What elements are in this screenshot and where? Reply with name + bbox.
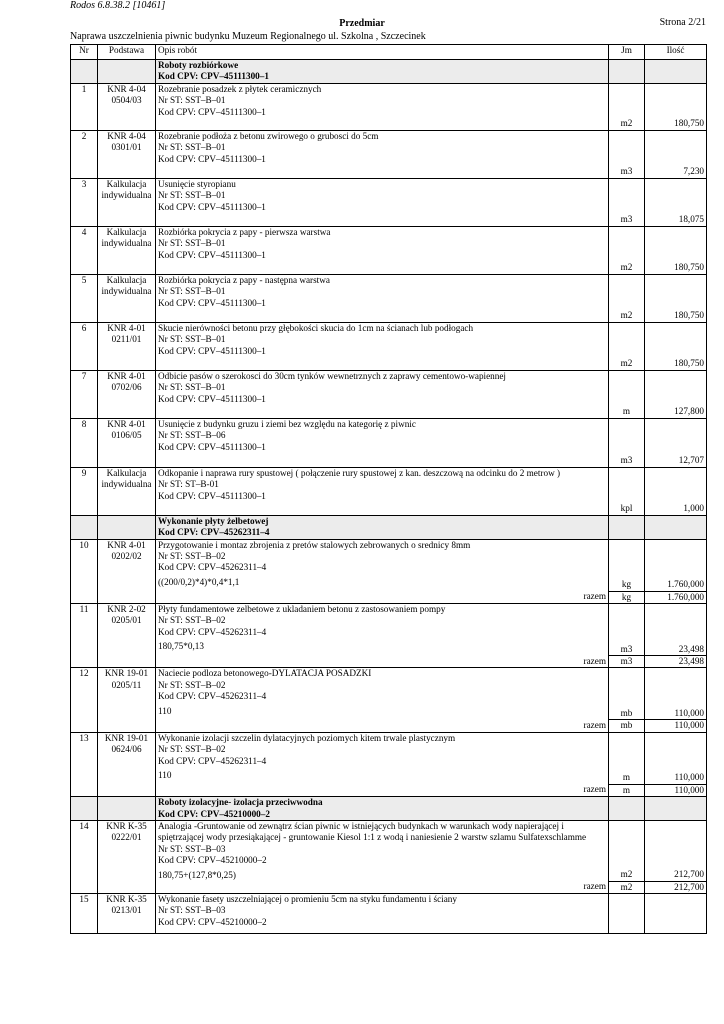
item-cpv-code: Kod CPV: CPV–45111300–1 <box>158 345 266 356</box>
item-number: 5 <box>71 274 98 322</box>
item-quantity: 127,800 <box>645 370 707 418</box>
item-calculation: 180,75*0,13 <box>158 641 204 652</box>
item-description <box>156 668 609 720</box>
table-row <box>71 604 707 656</box>
item-cpv-code: Kod CPV: CPV–45111300–1 <box>158 490 266 501</box>
item-spec: Nr ST: SST–B–02 <box>158 615 226 626</box>
total-quantity: 212,700 <box>645 881 707 893</box>
item-spec: Nr ST: SST–B–01 <box>158 334 226 345</box>
total-row <box>71 881 707 893</box>
item-text: Odkopanie i naprawa rury spustowej ( połączenie rury spustowej z kan. deszczową na odcinku do 2 metrow ) <box>158 467 561 478</box>
item-calculation: ((200/0,2)*4)*0,4*1,1 <box>158 576 240 587</box>
table-row <box>71 467 707 515</box>
item-basis: KNR 4-04 0504/03 <box>98 83 156 130</box>
bill-of-quantities-table <box>70 44 707 934</box>
total-label: razem <box>156 720 609 732</box>
item-basis: KNR 4-01 0202/02 <box>98 539 156 603</box>
section-description <box>156 60 609 84</box>
section-podstawa-cell <box>98 60 156 84</box>
item-description <box>156 130 609 178</box>
item-basis: Kalkulacja indywidualna <box>98 467 156 515</box>
item-unit: m3 <box>609 418 645 467</box>
page-title: Przedmiar <box>339 18 385 29</box>
total-unit: m3 <box>609 656 645 668</box>
item-cpv-code: Kod CPV: CPV–45262311–4 <box>158 626 267 637</box>
item-unit <box>609 894 645 934</box>
total-quantity: 110,000 <box>645 720 707 732</box>
table-row <box>71 668 707 720</box>
total-unit: m <box>609 784 645 796</box>
section-jm-cell <box>609 515 645 539</box>
item-text: Usunięcie z budynku gruzu i ziemi bez względu na kategorię z piwnic <box>158 418 416 429</box>
section-jm-cell <box>609 797 645 821</box>
item-spec: Nr ST: SST–B–02 <box>158 679 226 690</box>
item-text: Płyty fundamentowe zelbetowe z ukladaniem betonu z zastosowaniem pompy <box>158 604 446 615</box>
item-spec: Nr ST: SST–B–03 <box>158 843 226 854</box>
item-cpv-code: Kod CPV: CPV–45111300–1 <box>158 106 266 117</box>
item-number: 6 <box>71 322 98 370</box>
item-basis: KNR 19-01 0624/06 <box>98 732 156 796</box>
table-row <box>71 83 707 130</box>
item-quantity: 180,750 <box>645 83 707 130</box>
item-unit: m2 <box>609 226 645 274</box>
table-row <box>71 539 707 591</box>
total-row <box>71 656 707 668</box>
table-row <box>71 130 707 178</box>
software-version: Rodos 6.8.38.2 [10461] <box>70 0 166 11</box>
item-spec: Nr ST: SST–B–02 <box>158 551 226 562</box>
item-text: Analogia -Gruntowanie od zewnątrz ścian piwnic w istniejących budynkach w warunkach wody napierającej i spiętrzającej wody przesiąkającej - gruntowanie Kiesol 1:1 z wodą i naniesienie 2 warstw szlamu Sulfatexschlamme <box>158 821 587 843</box>
item-text: Skucie nierówności betonu przy głębokości skucia do 1cm na ścianach lub podłogach <box>158 322 474 333</box>
item-quantity: 23,498 <box>645 604 707 656</box>
section-header-row <box>71 60 707 84</box>
total-quantity: 23,498 <box>645 656 707 668</box>
item-number: 14 <box>71 821 98 894</box>
item-quantity: 1,000 <box>645 467 707 515</box>
section-cpv-code: Kod CPV: CPV–45210000–2 <box>158 808 270 819</box>
section-ilosc-cell <box>645 60 707 84</box>
table-row <box>71 418 707 467</box>
item-description <box>156 821 609 882</box>
item-calculation: 110 <box>158 770 172 781</box>
item-number: 4 <box>71 226 98 274</box>
item-unit: m2 <box>609 322 645 370</box>
item-text: Rozebranie podłoża z betonu zwirowego o grubosci do 5cm <box>158 130 379 141</box>
item-description <box>156 732 609 784</box>
item-basis: KNR 4-04 0301/01 <box>98 130 156 178</box>
item-unit: m <box>609 370 645 418</box>
total-quantity: 110,000 <box>645 784 707 796</box>
item-description <box>156 418 609 467</box>
item-description <box>156 83 609 130</box>
item-number: 13 <box>71 732 98 796</box>
section-jm-cell <box>609 60 645 84</box>
section-nr-cell <box>71 60 98 84</box>
item-text: Usunięcie styropianu <box>158 178 236 189</box>
table-row <box>71 178 707 226</box>
item-number: 1 <box>71 83 98 130</box>
item-number: 11 <box>71 604 98 668</box>
item-text: Wykonanie fasety uszczelniającej o promieniu 5cm na styku fundamentu i ściany <box>158 894 457 904</box>
section-description <box>156 797 609 821</box>
table-row <box>71 732 707 784</box>
item-spec: Nr ST: SST–B–01 <box>158 190 226 201</box>
item-spec: Nr ST: SST–B–01 <box>158 382 226 393</box>
item-number: 12 <box>71 668 98 732</box>
item-unit: m2 <box>609 821 645 882</box>
item-calculation: 110 <box>158 705 172 716</box>
table-row <box>71 370 707 418</box>
item-text: Rozbiórka pokrycia z papy - następna warstwa <box>158 274 330 285</box>
item-basis: KNR 2-02 0205/01 <box>98 604 156 668</box>
item-spec: Nr ST: SST–B–01 <box>158 142 226 153</box>
item-description <box>156 370 609 418</box>
total-row <box>71 591 707 603</box>
item-description <box>156 322 609 370</box>
item-unit: m3 <box>609 130 645 178</box>
section-ilosc-cell <box>645 515 707 539</box>
header-ilosc: Ilość <box>645 45 707 60</box>
total-unit: m2 <box>609 881 645 893</box>
header-jm: Jm <box>609 45 645 60</box>
item-quantity: 12,707 <box>645 418 707 467</box>
table-header-row <box>71 45 707 60</box>
item-spec: Nr ST: SST–B–02 <box>158 744 226 755</box>
item-unit: m2 <box>609 274 645 322</box>
item-quantity: 212,700 <box>645 821 707 882</box>
item-number: 3 <box>71 178 98 226</box>
item-number: 7 <box>71 370 98 418</box>
item-basis: KNR 4-01 0702/06 <box>98 370 156 418</box>
item-text: Przygotowanie i montaz zbrojenia z pretów stalowych zebrowanych o srednicy 8mm <box>158 539 471 550</box>
item-number: 8 <box>71 418 98 467</box>
item-unit: m2 <box>609 83 645 130</box>
item-text: Rozebranie posadzek z płytek ceramicznych <box>158 83 322 94</box>
item-number: 9 <box>71 467 98 515</box>
item-description <box>156 894 609 934</box>
section-podstawa-cell <box>98 515 156 539</box>
item-basis: KNR 4-01 0211/01 <box>98 322 156 370</box>
item-description <box>156 274 609 322</box>
section-cpv-code: Kod CPV: CPV–45111300–1 <box>158 71 269 82</box>
item-text: Rozbiórka pokrycia z papy - pierwsza warstwa <box>158 226 331 237</box>
item-cpv-code: Kod CPV: CPV–45210000–2 <box>158 855 267 866</box>
section-nr-cell <box>71 515 98 539</box>
item-description <box>156 178 609 226</box>
item-quantity: 180,750 <box>645 274 707 322</box>
total-row <box>71 784 707 796</box>
item-cpv-code: Kod CPV: CPV–45111300–1 <box>158 297 266 308</box>
item-spec: Nr ST: SST–B–01 <box>158 238 226 249</box>
item-text: Naciecie podloza betonowego-DYLATACJA POSADZKI <box>158 668 372 679</box>
item-unit: mb <box>609 668 645 720</box>
item-cpv-code: Kod CPV: CPV–45262311–4 <box>158 755 267 766</box>
section-title: Roboty rozbiórkowe <box>158 60 239 70</box>
section-header-row <box>71 797 707 821</box>
item-cpv-code: Kod CPV: CPV–45111300–1 <box>158 201 266 212</box>
section-title: Roboty izolacyjne- izolacja przeciwwodna <box>158 797 323 808</box>
item-basis: KNR 4-01 0106/05 <box>98 418 156 467</box>
item-spec: Nr ST: SST–B–01 <box>158 286 226 297</box>
total-label: razem <box>156 591 609 603</box>
item-text: Wykonanie izolacji szczelin dylatacyjnych poziomych kitem trwale plastycznym <box>158 732 456 743</box>
total-quantity: 1.760,000 <box>645 591 707 603</box>
table-row <box>71 226 707 274</box>
item-basis: KNR K-35 0222/01 <box>98 821 156 894</box>
page-number: Strona 2/21 <box>659 17 706 28</box>
table-row <box>71 274 707 322</box>
header-podstawa: Podstawa <box>98 45 156 60</box>
item-spec: Nr ST: SST–B–06 <box>158 430 226 441</box>
section-title: Wykonanie płyty żelbetowej <box>158 515 269 526</box>
item-description <box>156 604 609 656</box>
item-quantity: 180,750 <box>645 226 707 274</box>
item-cpv-code: Kod CPV: CPV–45111300–1 <box>158 249 266 260</box>
table-row <box>71 894 707 934</box>
section-nr-cell <box>71 797 98 821</box>
item-number: 2 <box>71 130 98 178</box>
item-description <box>156 467 609 515</box>
item-quantity: 110,000 <box>645 732 707 784</box>
item-cpv-code: Kod CPV: CPV–45111300–1 <box>158 153 266 164</box>
item-text: Odbicie pasów o szerokosci do 30cm tynków wewnetrznych z zaprawy cementowo-wapiennej <box>158 370 506 381</box>
item-unit: m3 <box>609 178 645 226</box>
item-quantity: 7,230 <box>645 130 707 178</box>
total-unit: kg <box>609 591 645 603</box>
item-spec: Nr ST: ST–B-01 <box>158 479 219 490</box>
table-row <box>71 322 707 370</box>
item-cpv-code: Kod CPV: CPV–45262311–4 <box>158 691 267 702</box>
item-cpv-code: Kod CPV: CPV–45262311–4 <box>158 562 267 573</box>
total-row <box>71 720 707 732</box>
item-quantity: 180,750 <box>645 322 707 370</box>
item-number: 10 <box>71 539 98 603</box>
total-label: razem <box>156 656 609 668</box>
item-basis: KNR 19-01 0205/11 <box>98 668 156 732</box>
item-basis: Kalkulacja indywidualna <box>98 226 156 274</box>
item-quantity: 18,075 <box>645 178 707 226</box>
table-row <box>71 821 707 882</box>
item-description <box>156 539 609 591</box>
item-unit: kpl <box>609 467 645 515</box>
item-cpv-code: Kod CPV: CPV–45111300–1 <box>158 393 266 404</box>
total-unit: mb <box>609 720 645 732</box>
item-quantity: 1.760,000 <box>645 539 707 591</box>
item-quantity <box>645 894 707 934</box>
item-unit: kg <box>609 539 645 591</box>
header-nr: Nr <box>71 45 98 60</box>
total-label: razem <box>156 784 609 796</box>
section-podstawa-cell <box>98 797 156 821</box>
header-opis: Opis robót <box>156 45 609 60</box>
item-calculation: 180,75+(127,8*0,25) <box>158 869 236 880</box>
project-name: Naprawa uszczelnienia piwnic budynku Muzeum Regionalnego ul. Szkolna , Szczecinek <box>70 31 426 42</box>
item-quantity: 110,000 <box>645 668 707 720</box>
item-unit: m3 <box>609 604 645 656</box>
item-number: 15 <box>71 894 98 934</box>
section-header-row <box>71 515 707 539</box>
item-cpv-code: Kod CPV: CPV–45111300–1 <box>158 441 266 452</box>
section-cpv-code: Kod CPV: CPV–45262311–4 <box>158 527 270 538</box>
total-label: razem <box>156 881 609 893</box>
item-unit: m <box>609 732 645 784</box>
item-basis: KNR K-35 0213/01 <box>98 894 156 934</box>
section-ilosc-cell <box>645 797 707 821</box>
item-spec: Nr ST: SST–B–01 <box>158 95 226 106</box>
item-spec: Nr ST: SST–B–03 <box>158 905 226 916</box>
item-cpv-code: Kod CPV: CPV–45210000–2 <box>158 916 267 927</box>
item-description <box>156 226 609 274</box>
item-basis: Kalkulacja indywidualna <box>98 178 156 226</box>
section-description <box>156 515 609 539</box>
item-basis: Kalkulacja indywidualna <box>98 274 156 322</box>
